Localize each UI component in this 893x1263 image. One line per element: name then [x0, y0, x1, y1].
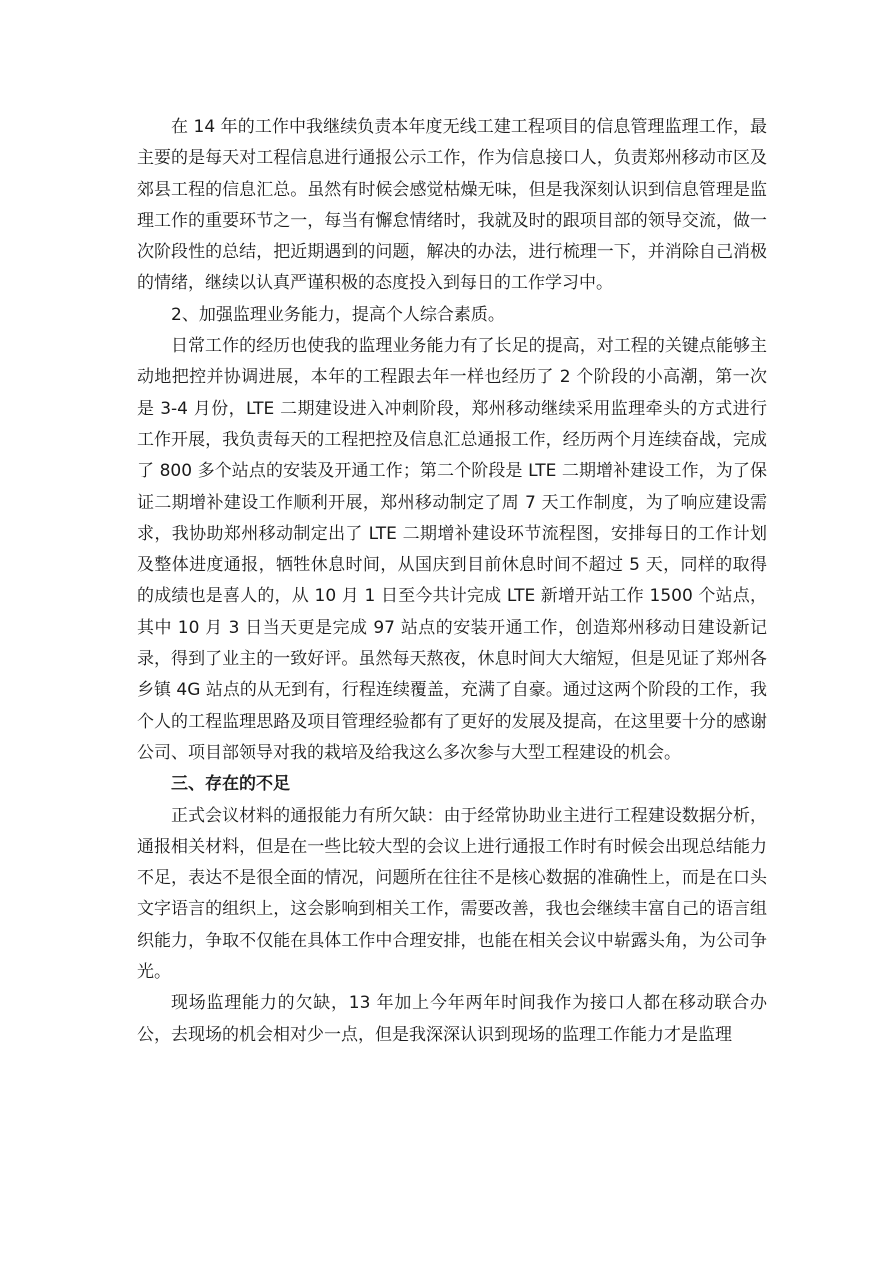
paragraph-meeting-report-ability: 正式会议材料的通报能力有所欠缺：由于经常协助业主进行工程建设数据分析，通报相关材料，但是在一些比较大型的会议上进行通报工作时有时候会出现总结能力不足，表达不是很全面的情况，问题所在往往不是核心数据的准确性上，而是在口头文字语言的组织上，这会影响到相关工作，需要改善，我也会继续丰富自己的语言组织能力，争取不仅能在具体工作中合理安排，也能在相关会议中崭露头角，为公司争光。	[137, 805, 767, 983]
section-heading-shortcomings: 三、存在的不足	[171, 774, 290, 795]
paragraph-strengthen-ability: 2、加强监理业务能力，提高个人综合素质。	[171, 304, 505, 325]
document-body	[137, 112, 767, 1051]
paragraph-info-management: 在 14 年的工作中我继续负责本年度无线工建工程项目的信息管理监理工作，最主要的是每天对工程信息进行通报公示工作，作为信息接口人，负责郑州移动市区及郊县工程的信息汇总。虽然有时候会感觉枯燥无味，但是我深刻认识到信息管理是监理工作的重要环节之一，每当有懈怠情绪时，我就及时的跟项目部的领导交流，做一次阶段性的总结，把近期遇到的问题，解决的办法，进行梳理一下，并消除自己消极的情绪，继续以认真严谨积极的态度投入到每日的工作学习中。	[137, 117, 767, 294]
paragraph-onsite-supervision: 现场监理能力的欠缺，13 年加上今年两年时间我作为接口人都在移动联合办公，去现场的机会相对少一点，但是我深深认识到现场的监理工作能力才是监理	[137, 993, 767, 1045]
paragraph-daily-work-experience: 日常工作的经历也使我的监理业务能力有了长足的提高，对工程的关键点能够主动地把控并协调进展，本年的工程跟去年一样也经历了 2 个阶段的小高潮，第一次是 3-4 月份，LTE 二期建设进入冲刺阶段，郑州移动继续采用监理牵头的方式进行工作开展，我负责每天的工程把控及信息汇总通报工作，经历两个月连续奋战，完成了 800 多个站点的安装及开通工作；第二个阶段是 LTE 二期增补建设工作，为了保证二期增补建设工作顺利开展，郑州移动制定了周 7 天工作制度，为了响应建设需求，我协助郑州移动制定出了 LTE 二期增补建设环节流程图，安排每日的工作计划及整体进度通报，牺牲休息时间，从国庆到目前休息时间不超过 5 天，同样的取得的成绩也是喜人的，从 10 月 1 日至今共计完成 LTE 新增开站工作 1500 个站点，其中 10 月 3 日当天更是完成 97 站点的安装开通工作，创造郑州移动日建设新记录，得到了业主的一致好评。虽然每天熬夜，休息时间大大缩短，但是见证了郑州各乡镇 4G 站点的从无到有，行程连续覆盖，充满了自豪。通过这两个阶段的工作，我个人的工程监理思路及项目管理经验都有了更好的发展及提高，在这里要十分的感谢公司、项目部领导对我的栽培及给我这么多次参与大型工程建设的机会。	[137, 336, 767, 763]
